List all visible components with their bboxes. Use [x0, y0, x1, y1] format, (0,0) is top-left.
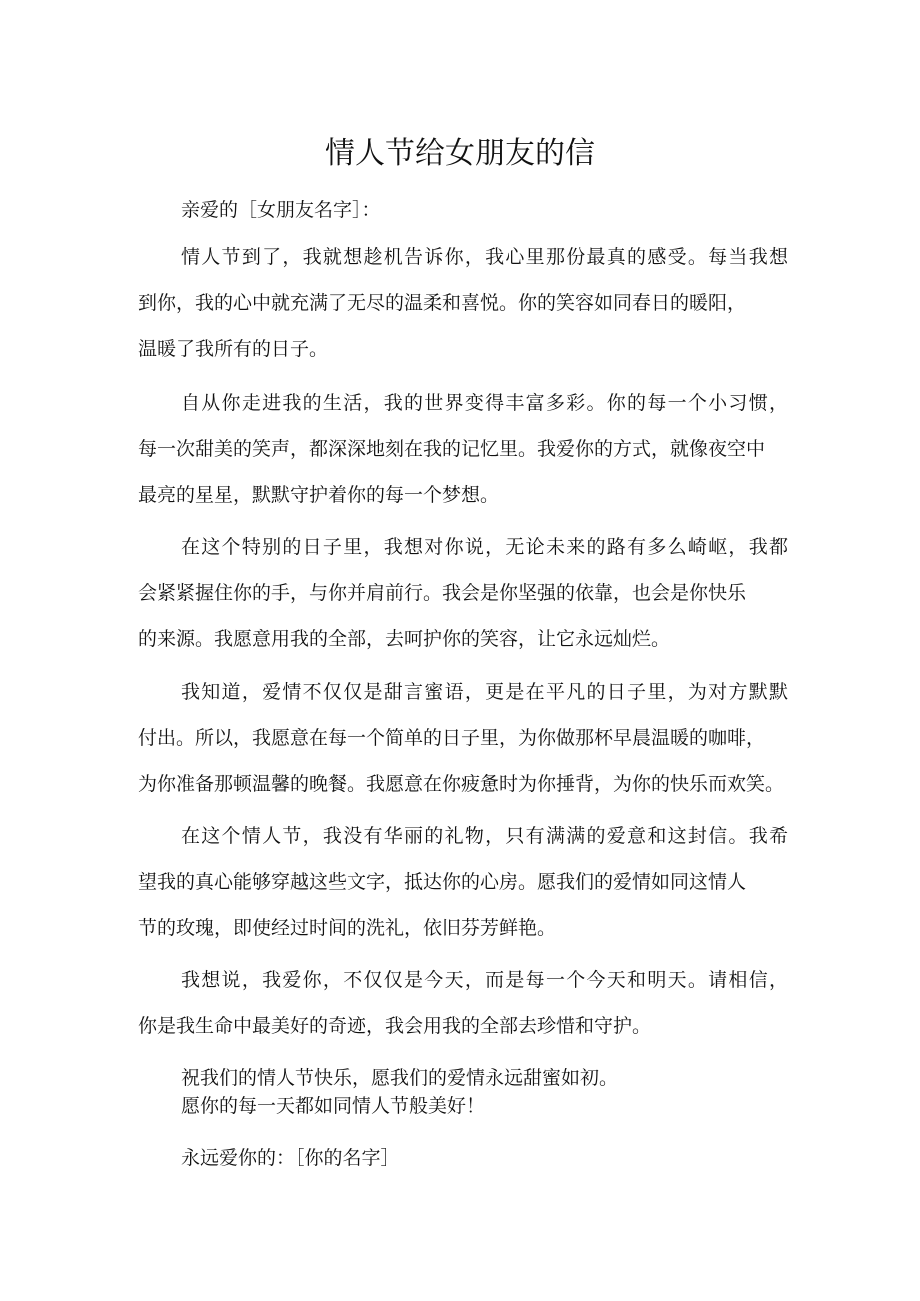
paragraph-line: 望我的真心能够穿越这些文字，抵达你的心房。愿我们的爱情如同这情人 — [138, 871, 747, 893]
paragraph-line: 会紧紧握住你的手，与你并肩前行。我会是你坚强的依靠，也会是你快乐 — [138, 582, 747, 604]
paragraph-line: 的来源。我愿意用我的全部，去呵护你的笑容，让它永远灿烂。 — [138, 628, 671, 650]
paragraph-line: 温暖了我所有的日子。 — [138, 338, 329, 360]
salutation: 亲爱的［女朋友名字］： — [181, 199, 381, 221]
paragraph-line: 自从你走进我的生活，我的世界变得丰富多彩。你的每一个小习惯， — [181, 392, 788, 414]
paragraph-line: 在这个特别的日子里，我想对你说，无论未来的路有多么崎岖，我都 — [181, 536, 788, 558]
paragraph-line: 你是我生命中最美好的奇迹，我会用我的全部去珍惜和守护。 — [138, 1015, 652, 1037]
paragraph-line: 到你，我的心中就充满了无尽的温柔和喜悦。你的笑容如同春日的暖阳， — [138, 292, 747, 314]
paragraph-line: 我知道，爱情不仅仅是甜言蜜语，更是在平凡的日子里，为对方默默 — [181, 681, 788, 703]
wish-line: 祝我们的情人节快乐，愿我们的爱情永远甜蜜如初。 — [181, 1067, 619, 1089]
closing-signature: 永远爱你的：［你的名字］ — [181, 1147, 400, 1169]
paragraph-line: 最亮的星星，默默守护着你的每一个梦想。 — [138, 484, 500, 506]
paragraph-5 — [138, 821, 788, 943]
paragraph-1 — [138, 242, 788, 364]
paragraph-4 — [138, 677, 788, 799]
paragraph-line: 付出。所以，我愿意在每一个简单的日子里，为你做那杯早晨温暖的咖啡， — [138, 727, 766, 749]
paragraph-2 — [138, 388, 788, 510]
paragraph-line: 情人节到了，我就想趁机告诉你，我心里那份最真的感受。每当我想 — [181, 246, 788, 268]
document-title: 情人节给女朋友的信 — [325, 136, 595, 171]
paragraph-line: 节的玫瑰，即使经过时间的洗礼，依旧芬芳鲜艳。 — [138, 917, 557, 939]
paragraph-3 — [138, 532, 788, 654]
wish-line: 愿你的每一天都如同情人节般美好！ — [181, 1095, 486, 1117]
paragraph-line: 我想说，我爱你，不仅仅是今天，而是每一个今天和明天。请相信， — [181, 969, 788, 991]
paragraph-6 — [138, 965, 788, 1041]
paragraph-line: 在这个情人节，我没有华丽的礼物，只有满满的爱意和这封信。我希 — [181, 825, 788, 847]
wishes-block — [138, 1063, 788, 1119]
paragraph-line: 为你准备那顿温馨的晚餐。我愿意在你疲惫时为你捶背，为你的快乐而欢笑。 — [138, 773, 785, 795]
paragraph-line: 每一次甜美的笑声，都深深地刻在我的记忆里。我爱你的方式，就像夜空中 — [138, 438, 766, 460]
